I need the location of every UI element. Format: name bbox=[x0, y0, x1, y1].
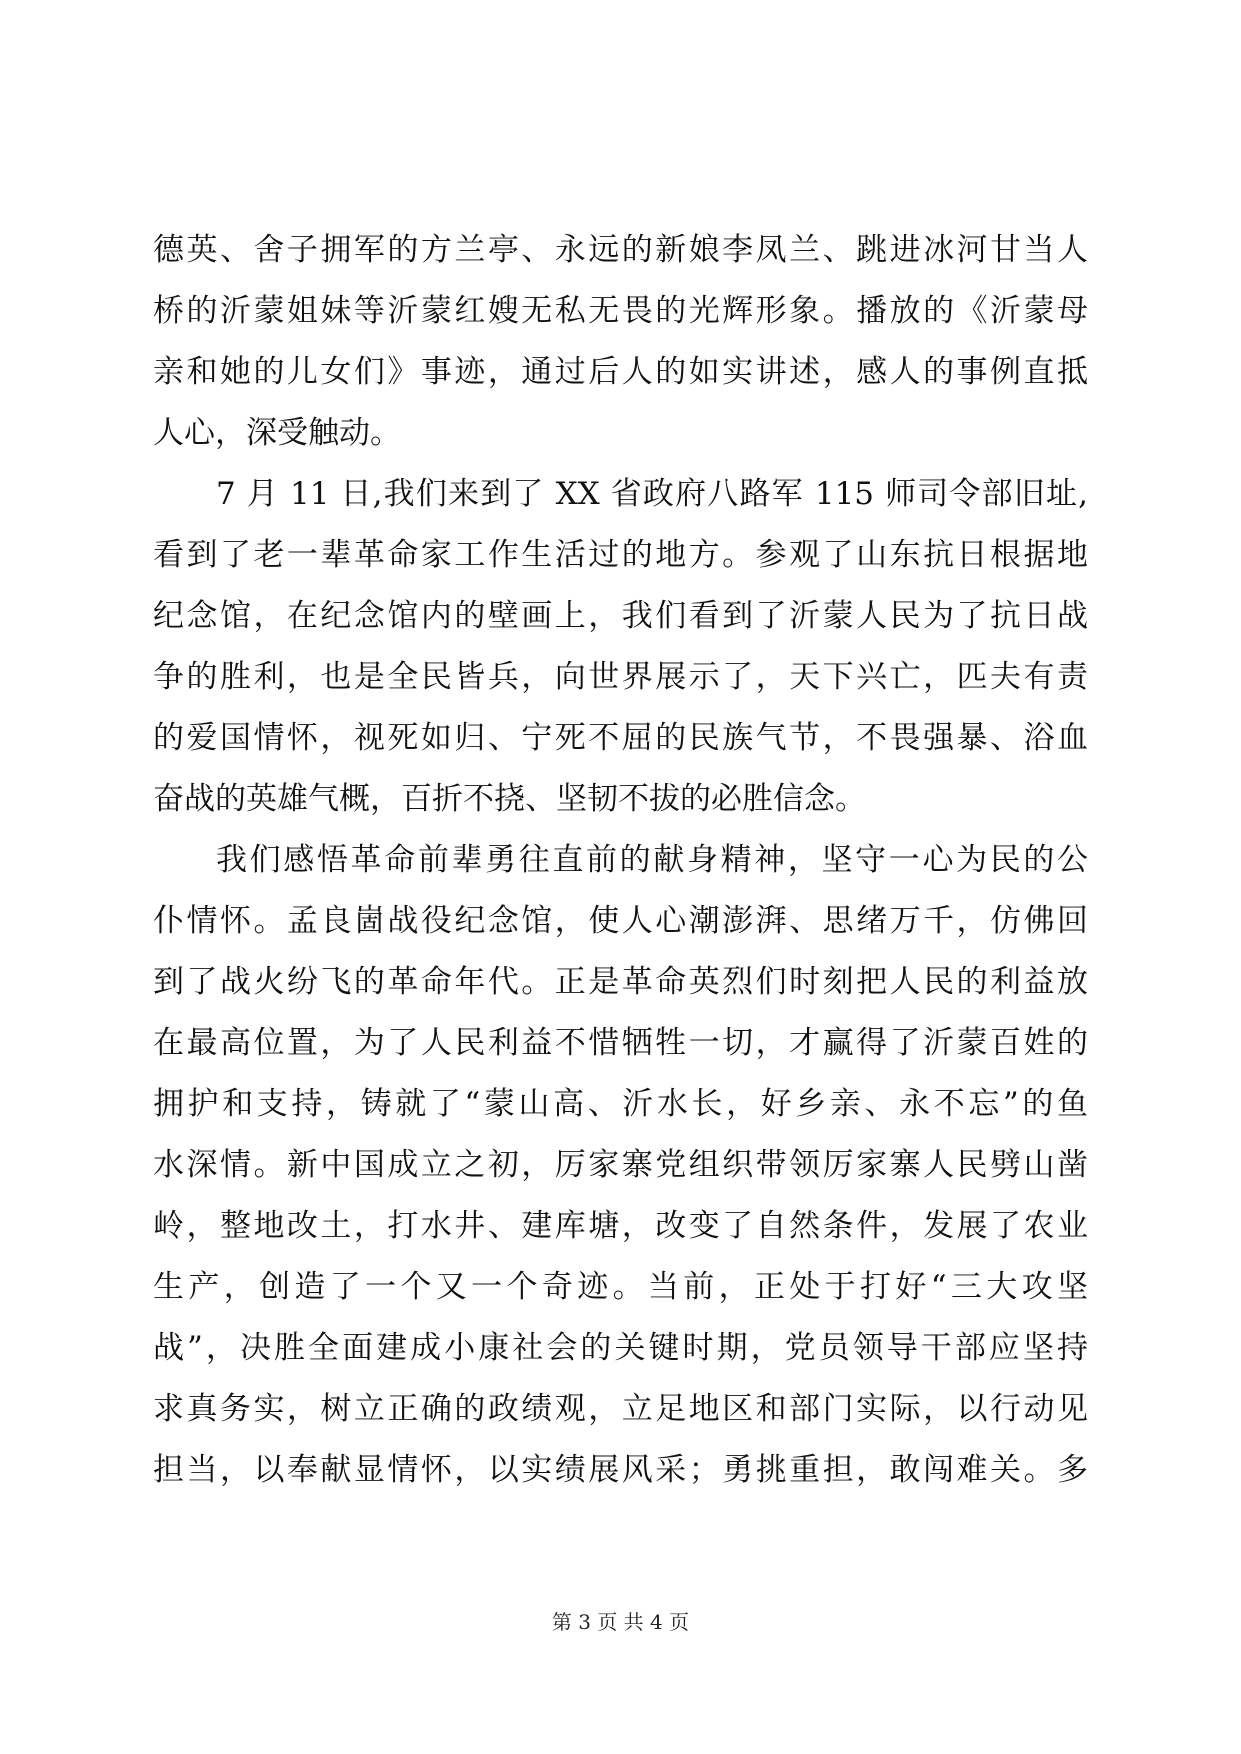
text-line: 在最高位置，为了人民利益不惜牺牲一切，才赢得了沂蒙百姓的 bbox=[153, 1025, 1088, 1061]
body-text bbox=[153, 220, 1088, 1501]
text-line: 担当，以奉献显情怀，以实绩展风采；勇挑重担，敢闯难关。多 bbox=[153, 1452, 1088, 1488]
paragraph-3 bbox=[153, 830, 1088, 1501]
text-line: 拥护和支持，铸就了“蒙山高、沂水长，好乡亲、永不忘”的鱼 bbox=[153, 1086, 1088, 1122]
text-line: 到了战火纷飞的革命年代。正是革命英烈们时刻把人民的利益放 bbox=[153, 964, 1088, 1000]
text-line: 看到了老一辈革命家工作生活过的地方。参观了山东抗日根据地 bbox=[153, 537, 1088, 573]
paragraph-2 bbox=[153, 464, 1088, 830]
text-line: 纪念馆，在纪念馆内的壁画上，我们看到了沂蒙人民为了抗日战 bbox=[153, 598, 1088, 634]
text-line: 奋战的英雄气概，百折不挠、坚韧不拔的必胜信念。 bbox=[153, 781, 866, 817]
text-line: 德英、舍子拥军的方兰亭、永远的新娘李凤兰、跳进冰河甘当人 bbox=[153, 232, 1088, 268]
text-line: 生产，创造了一个又一个奇迹。当前，正处于打好“三大攻坚 bbox=[153, 1269, 1088, 1305]
page-footer: 第 3 页 共 4 页 bbox=[551, 1610, 690, 1634]
paragraph-1 bbox=[153, 220, 1088, 464]
text-line: 仆情怀。孟良崮战役纪念馆，使人心潮澎湃、思绪万千，仿佛回 bbox=[153, 903, 1088, 939]
text-line: 水深情。新中国成立之初，厉家寨党组织带领厉家寨人民劈山凿 bbox=[153, 1147, 1088, 1183]
text-line: 岭，整地改土，打水井、建库塘，改变了自然条件，发展了农业 bbox=[153, 1208, 1088, 1244]
text-line: 的爱国情怀，视死如归、宁死不屈的民族气节，不畏强暴、浴血 bbox=[153, 720, 1088, 756]
text-line: 战”，决胜全面建成小康社会的关键时期，党员领导干部应坚持 bbox=[153, 1330, 1088, 1366]
text-line: 7 月 11 日,我们来到了 XX 省政府八路军 115 师司令部旧址, bbox=[216, 476, 1088, 512]
text-line: 人心，深受触动。 bbox=[153, 415, 401, 451]
text-line: 争的胜利，也是全民皆兵，向世界展示了，天下兴亡，匹夫有责 bbox=[153, 659, 1088, 695]
text-line: 求真务实，树立正确的政绩观，立足地区和部门实际，以行动见 bbox=[153, 1391, 1088, 1427]
text-line: 亲和她的儿女们》事迹，通过后人的如实讲述，感人的事例直抵 bbox=[153, 354, 1088, 390]
text-line: 桥的沂蒙姐妹等沂蒙红嫂无私无畏的光辉形象。播放的《沂蒙母 bbox=[153, 293, 1088, 329]
text-line: 我们感悟革命前辈勇往直前的献身精神，坚守一心为民的公 bbox=[216, 842, 1088, 878]
